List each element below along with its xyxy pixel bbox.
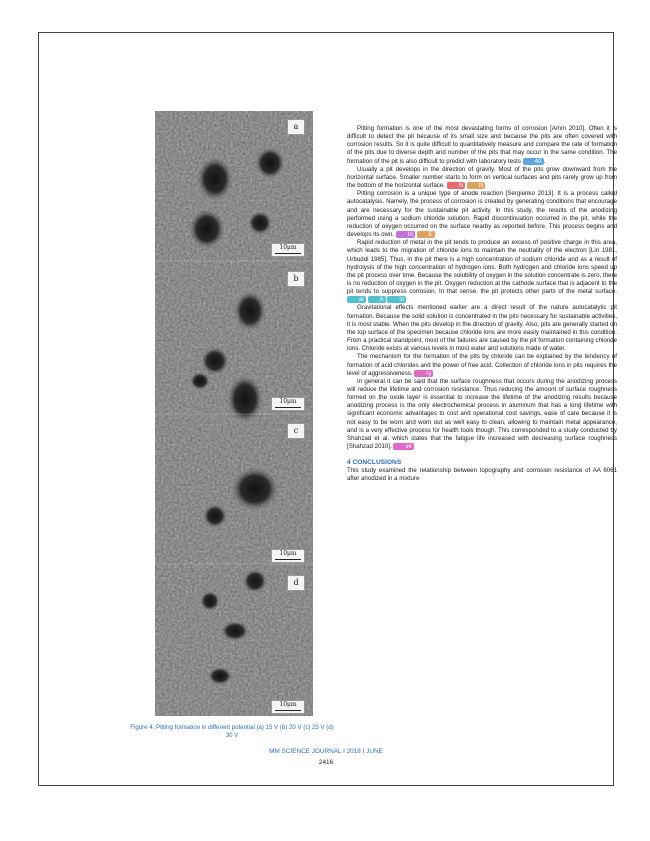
annotation-highlight[interactable]: 40 <box>523 158 544 165</box>
paragraph <box>347 304 617 353</box>
paragraph <box>347 353 617 377</box>
panel-b <box>155 263 313 413</box>
paragraph-text: Usually a pit develops in the direction of gravity. Most of the pits grow downward from the horizontal surface. Smaller number starts to form on vertical surfaces and pits rarely grow up from the bottom of the horizontal surface. <box>347 165 617 190</box>
journal-footer: MM SCIENCE JOURNAL I 2018 I JUNE <box>269 748 383 755</box>
paragraph <box>347 467 617 483</box>
paragraph-text: Pitting formation is one of the most devastating forms of corrosion [Amin 2010]. Often it is difficult to detect the pit because of its small size and because the pits are often covered with corrosion results. So it is quite difficult to quantitatively measure and compare the rate of formation of the pits due to diverse depth and number of the pits that may occur in the same condition. The formation of the pit is also difficult to predict with laboratory tests <box>347 125 617 165</box>
scale-bar: 10μm <box>271 243 305 257</box>
panel-label: a <box>287 119 305 135</box>
annotation-highlight[interactable]: In <box>396 231 415 238</box>
paragraph <box>347 239 617 304</box>
scale-bar: 10μm <box>271 397 305 411</box>
paragraph <box>347 378 617 451</box>
annotation-highlight[interactable]: N <box>447 182 465 189</box>
annotation-highlight[interactable]: ai <box>347 296 366 303</box>
annotation-highlight[interactable]: ry <box>414 370 433 377</box>
paragraph-text: In general it can be said that the surface roughness that occurs during the anodizing process will reduce the lifetime and corrosion resistance. Thus reducing the amount of surface roughness formed on the oxide layer is essential to increase the lifetime of the anodizing results because anodizing process is the only electrochemical process in aluminum that has a long lifetime with significant economic advantages to cost and operational cost savings, ease of care because it is not easy to be worn and worn out as well easy to clean, allowing to maintain metal appearance, and is a very effective process for health tools though. This corresponded to a study conducted by Shahzad et al. which states that the fatigue life increased with decreasing surface roughness [Shahzad 2010]. <box>347 377 617 451</box>
panel-d <box>155 567 313 716</box>
panel-label: d <box>287 575 305 591</box>
annotation-highlight[interactable]: E <box>417 231 435 238</box>
paragraph-text: The mechanism for the formation of the pits by chloride can be explained by the tendency of formation of acid chlorides and the power of free acid. Collection of chloride ions in pits requires the level of aggressiveness. <box>347 353 617 377</box>
sem-figure <box>155 111 313 716</box>
paragraph <box>347 125 617 166</box>
figure-caption: Figure 4. Pitting formation in different potential (a) 15 V (b) 20 V (c) 25 V (d) 30 V <box>130 724 334 739</box>
paragraph <box>347 166 617 190</box>
annotation-highlight[interactable]: in <box>387 296 406 303</box>
paragraph-text: . <box>543 157 546 165</box>
scale-bar: 10μm <box>271 700 305 714</box>
paper-page <box>38 32 617 786</box>
annotation-highlight[interactable]: N <box>467 182 485 189</box>
annotation-highlight[interactable]: A <box>368 296 386 303</box>
page-number: 2416 <box>318 759 334 766</box>
annotation-highlight[interactable]: ve <box>393 443 414 450</box>
body-text-column <box>347 125 617 484</box>
panel-label: c <box>287 423 305 439</box>
section-heading: 4 CONCLUSIONS <box>347 459 402 467</box>
paragraph-text: Gravitational effects mentioned earlier are a direct result of the nature autocatalytic pit formation. Because the solid solution is concentrated in the pits necessary for sustainable activities, it is most stable. When the pits develop in the direction of gravity. Also, pits are generally started on the top surface of the specimen because chloride ions are more easily maintained in this condition. From a practical standpoint, most of the failures are caused by the pit formation containing chloride ions. Chloride exists at various levels in most water and solutions made of water. <box>347 304 617 353</box>
paragraph-text: Rapid reduction of metal in the pit tends to produce an excess of positive charge in this area, which leads to the migration of chloride ions to maintain the neutrality of the electron [Lin 1981, Urbuddi 1985]. Thus, in the pit there is a high concentration of sodium chloride and as a result of hydrolysis of the high concentration of hydrogen ions. Both hydrogen and chloride ions speed up the pit process over time. Because the solubility of oxygen in the solution concentrate is zero, there is no reduction of oxygen in the pit. Oxygen reduction at the cathode surface that is adjacent to the pit tends to suppress corrosion. In that sense, the pit protects other parts of the metal surface. <box>347 239 617 296</box>
panel-label: b <box>287 271 305 287</box>
paragraph-text: This study examined the relationship between topography and corrosion resistance of AA 6061 after anodized in a mixture <box>347 467 617 483</box>
panel-a <box>155 111 313 261</box>
paragraph <box>347 190 617 239</box>
panel-c <box>155 415 313 565</box>
scale-bar: 10μm <box>271 549 305 563</box>
paragraph-text: Pitting corrosion is a unique type of anode reaction [Sergienko 2013]. It is a process called autocatalysis. Namely, the process of corrosion is created by generating conditions that encourage and are necessary for the sustainable pit activity. In this study, the results of the anodizing performed using a sodium chloride solution. Rapid discontinuation occurred in the pit, while the reduction of oxygen occurred on the surface nearby as reported before. This process begins and develops its own. <box>347 190 617 239</box>
